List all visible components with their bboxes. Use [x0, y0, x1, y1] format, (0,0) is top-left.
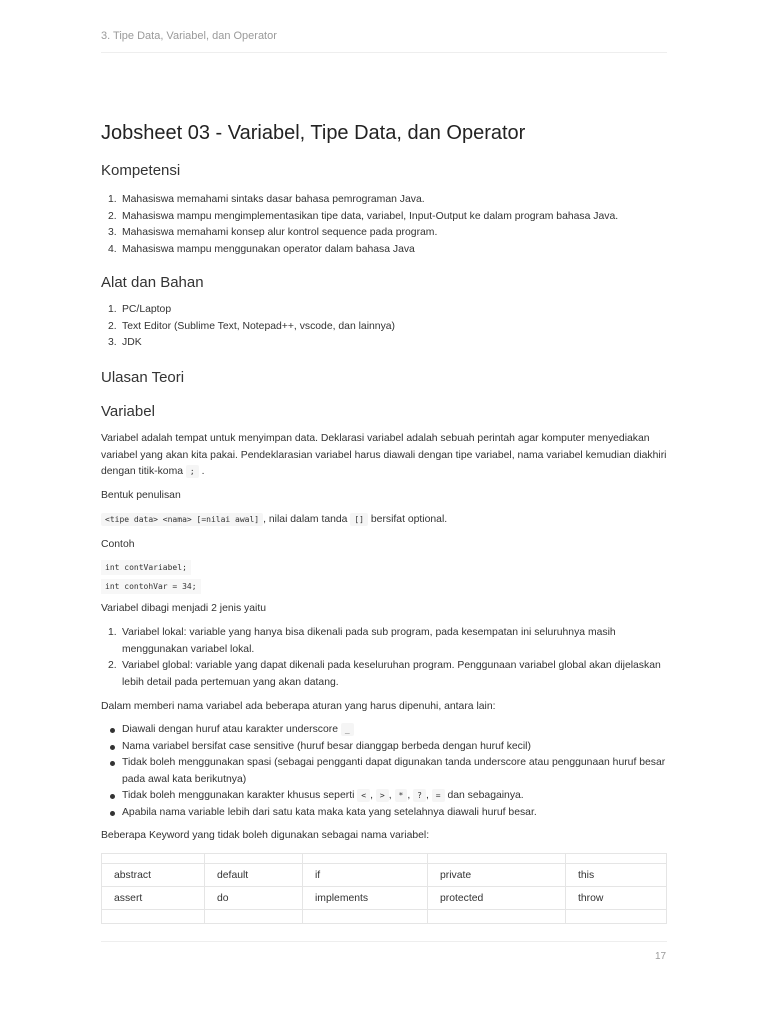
bullet-icon: [110, 745, 115, 750]
aturan-intro: Dalam memberi nama variabel ada beberapa aturan yang harus dipenuhi, antara lain:: [101, 701, 496, 712]
syntax-code: <tipe data> <nama> [=nilai awal]: [101, 513, 263, 526]
semicolon-code: ;: [186, 465, 199, 478]
list-item: 2. Mahasiswa mampu mengimplementasikan tipe data, variabel, Input-Output ke dalam program bahasa Java.: [108, 210, 619, 222]
code-line: int contohVar = 34;: [101, 579, 201, 594]
list-item: Nama variabel bersifat case sensitive (huruf besar dianggap berbeda dengan huruf kecil): [101, 739, 667, 756]
running-header: 3. Tipe Data, Variabel, dan Operator: [101, 30, 277, 42]
alat-heading: Alat dan Bahan: [101, 274, 204, 291]
char-code: ?: [413, 789, 426, 802]
table-cell: do: [205, 887, 303, 910]
table-cell: this: [566, 864, 667, 887]
list-item: 2. Variabel global: variable yang dapat dikenali pada keseluruhan program. Penggunaan variabel global akan dijelaskan lebih detail pada pertemuan yang akan datang.: [108, 660, 661, 688]
table-cell: abstract: [102, 864, 205, 887]
list-item: Tidak boleh menggunakan karakter khusus seperti < , > , * , ? , = dan sebagainya.: [101, 788, 667, 805]
keyword-table: [101, 853, 667, 924]
char-code: <: [357, 789, 370, 802]
list-item: 2. Text Editor (Sublime Text, Notepad++, vscode, dan lainnya): [108, 320, 396, 332]
list-item: Apabila nama variable lebih dari satu kata maka kata yang setelahnya diawali huruf besar.: [101, 805, 667, 822]
char-code: *: [395, 789, 408, 802]
char-code: =: [432, 789, 445, 802]
bullet-icon: [110, 794, 115, 799]
syntax-line: <tipe data> <nama> [=nilai awal] , nilai dalam tanda [] bersifat optional.: [101, 512, 667, 529]
table-cell: protected: [428, 887, 566, 910]
jenis-list: [101, 625, 667, 691]
footer-divider: [101, 941, 667, 942]
jenis-intro: Variabel dibagi menjadi 2 jenis yaitu: [101, 603, 267, 614]
table-cell: default: [205, 864, 303, 887]
list-item: 1. Variabel lokal: variable yang hanya bisa dikenali pada sub program, pada kesempatan ini seluruhnya masih menggunakan variabel lokal.: [108, 627, 616, 655]
contoh-label: Contoh: [101, 539, 135, 550]
list-item: 3. Mahasiswa memahami konsep alur kontrol sequence pada program.: [108, 227, 438, 238]
bullet-icon: [110, 761, 115, 766]
header-divider: [101, 52, 667, 53]
list-item: 1. Mahasiswa memahami sintaks dasar bahasa pemrograman Java.: [108, 194, 425, 205]
table-row: [102, 887, 667, 910]
underscore-code: _: [341, 723, 354, 736]
bullet-icon: [110, 811, 115, 816]
table-row: [102, 910, 667, 924]
list-item: Tidak boleh menggunakan spasi (sebagai pengganti dapat digunakan tanda underscore atau penggunaan huruf besar pada awal kata berikutnya): [101, 755, 667, 788]
table-row: [102, 864, 667, 887]
page-title: Jobsheet 03 - Variabel, Tipe Data, dan Operator: [101, 122, 526, 144]
list-item: Diawali dengan huruf atau karakter underscore _: [101, 722, 667, 739]
list-item: 4. Mahasiswa mampu menggunakan operator dalam bahasa Java: [108, 243, 415, 255]
kompetensi-heading: Kompetensi: [101, 162, 181, 179]
kompetensi-list: [101, 192, 667, 258]
ulasan-heading: Ulasan Teori: [101, 369, 185, 386]
table-cell: private: [428, 864, 566, 887]
bullet-icon: [110, 728, 115, 733]
bracket-code: []: [350, 513, 368, 526]
aturan-list: [101, 722, 667, 821]
table-cell: assert: [102, 887, 205, 910]
alat-list: [101, 302, 667, 352]
code-line: int contVariabel;: [101, 560, 191, 575]
table-cell: if: [303, 864, 428, 887]
keyword-intro: Beberapa Keyword yang tidak boleh digunakan sebagai nama variabel:: [101, 830, 430, 841]
list-item: 1. PC/Laptop: [108, 304, 172, 315]
variabel-heading: Variabel: [101, 403, 155, 420]
page-number: 17: [655, 951, 667, 962]
table-cell: throw: [566, 887, 667, 910]
table-row: [102, 854, 667, 864]
variabel-intro: Variabel adalah tempat untuk menyimpan data. Deklarasi variabel adalah sebuah perintah agar komputer menyediakan variabel yang akan kita pakai. Pendeklarasian variabel harus diawali dengan tipe variabel, nama variabel kemudian diakhiri dengan titik-koma ; .: [101, 433, 667, 477]
char-code: >: [376, 789, 389, 802]
bentuk-label: Bentuk penulisan: [101, 490, 181, 501]
table-cell: implements: [303, 887, 428, 910]
list-item: 3. JDK: [108, 337, 142, 348]
